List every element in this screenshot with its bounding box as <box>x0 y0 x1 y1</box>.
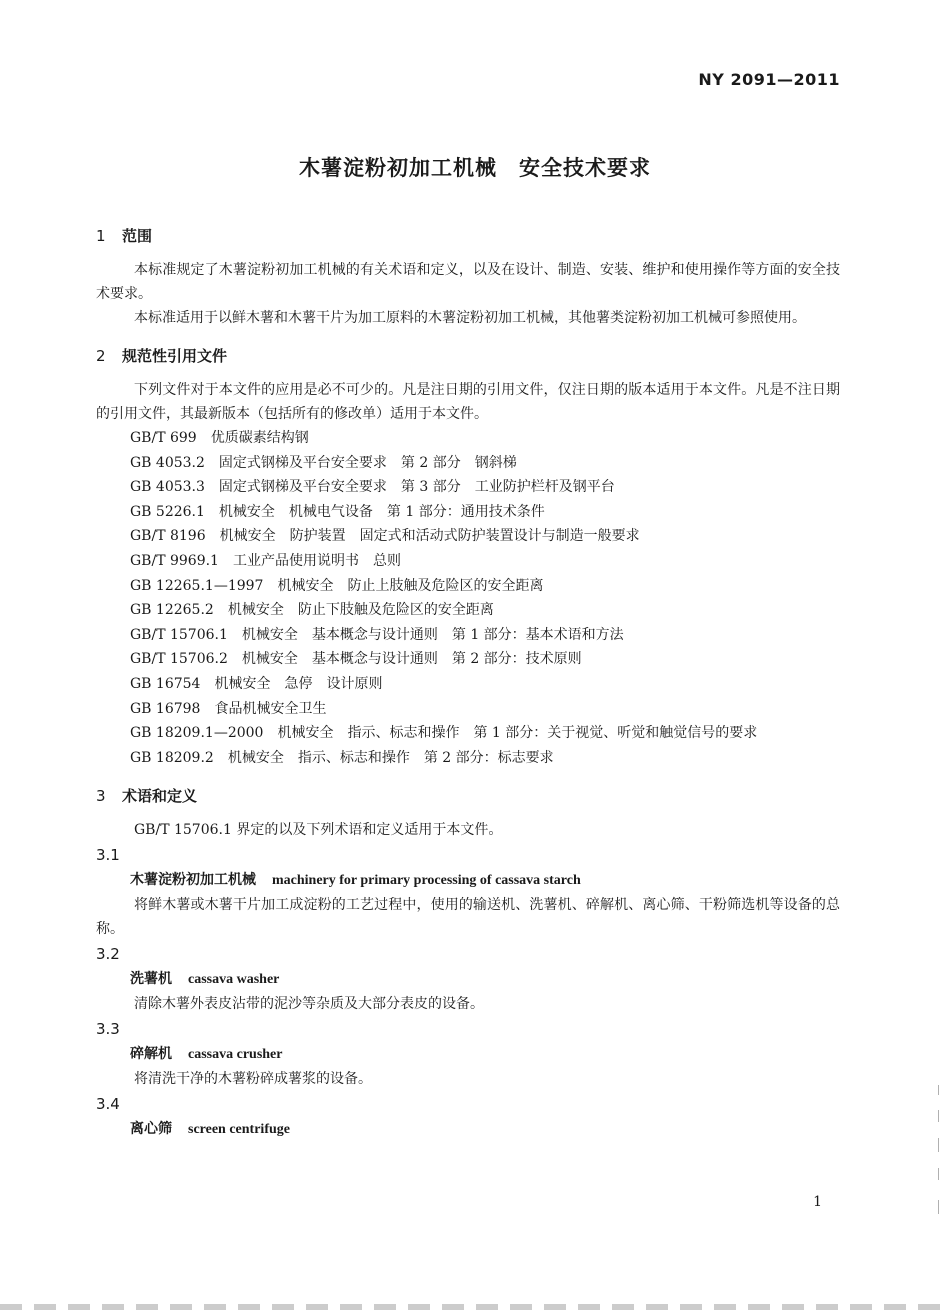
paragraph: 本标准适用于以鲜木薯和木薯干片为加工原料的木薯淀粉初加工机械，其他薯类淀粉初加工机械可参照使用。 <box>134 310 806 326</box>
reference-title: 机械安全 指示、标志和操作 第 1 部分：关于视觉、听觉和触觉信号的要求 <box>277 725 758 742</box>
reference-code: GB 5226.1 <box>130 503 205 520</box>
paragraph: 本标准规定了木薯淀粉初加工机械的有关术语和定义，以及在设计、制造、安装、维护和使用操作等方面的安全技术要求。 <box>96 262 840 302</box>
term-en: machinery for primary processing of cassava starch <box>272 873 581 889</box>
paragraph: GB/T 15706.1 界定的以及下列术语和定义适用于本文件。 <box>134 822 503 839</box>
reference-title: 工业产品使用说明书 总则 <box>232 552 401 569</box>
term-en: cassava crusher <box>188 1047 283 1063</box>
reference-title: 食品机械安全卫生 <box>214 700 327 717</box>
scan-edge-mark <box>938 1168 939 1180</box>
section-title: 术语和定义 <box>122 787 198 806</box>
reference-item <box>96 672 840 697</box>
normative-references-list <box>96 426 840 770</box>
page-number: 1 <box>813 1194 822 1210</box>
scan-edge-mark <box>938 1138 939 1152</box>
reference-title: 固定式钢梯及平台安全要求 第 3 部分 工业防护栏杆及钢平台 <box>218 479 615 496</box>
reference-item <box>96 500 840 525</box>
reference-code: GB 16798 <box>130 700 201 717</box>
section-3-heading <box>96 784 840 808</box>
section-number: 2 <box>96 347 106 365</box>
standard-number: NY 2091—2011 <box>698 70 840 89</box>
reference-title: 机械安全 急停 设计原则 <box>214 675 383 692</box>
reference-title: 固定式钢梯及平台安全要求 第 2 部分 钢斜梯 <box>218 454 517 471</box>
reference-title: 机械安全 基本概念与设计通则 第 2 部分：技术原则 <box>241 651 582 668</box>
term-zh: 碎解机 <box>130 1046 172 1063</box>
term-zh: 洗薯机 <box>130 971 172 988</box>
section-1-heading <box>96 224 840 248</box>
section-title: 规范性引用文件 <box>122 347 228 365</box>
reference-code: GB 18209.1—2000 <box>130 725 264 742</box>
term-definition: 将鲜木薯或木薯干片加工成淀粉的工艺过程中，使用的输送机、洗薯机、碎解机、离心筛、干粉筛选机等设备的总称。 <box>96 897 840 938</box>
term-entry <box>96 1091 840 1142</box>
scan-edge-mark <box>938 1110 939 1122</box>
reference-item <box>96 697 840 722</box>
reference-code: GB/T 15706.2 <box>130 651 228 668</box>
reference-code: GB/T 8196 <box>130 528 206 545</box>
term-entry <box>96 941 840 1016</box>
term-en: screen centrifuge <box>188 1122 290 1138</box>
term-number: 3.4 <box>96 1095 120 1114</box>
document-title: 木薯淀粉初加工机械 安全技术要求 <box>299 156 651 180</box>
reference-item <box>96 574 840 599</box>
reference-code: GB/T 15706.1 <box>130 626 228 643</box>
reference-item <box>96 426 840 451</box>
term-heading <box>96 1042 840 1067</box>
term-definition: 将清洗干净的木薯粉碎成薯浆的设备。 <box>134 1071 372 1088</box>
term-number: 3.1 <box>96 846 120 865</box>
reference-code: GB 4053.3 <box>130 479 205 496</box>
paragraph: 下列文件对于本文件的应用是必不可少的。凡是注日期的引用文件，仅注日期的版本适用于本文件。凡是不注日期的引用文件，其最新版本（包括所有的修改单）适用于本文件。 <box>96 382 840 422</box>
document-body <box>96 224 840 1142</box>
reference-title: 机械安全 基本概念与设计通则 第 1 部分：基本术语和方法 <box>241 626 624 643</box>
reference-title: 机械安全 防护装置 固定式和活动式防护装置设计与制造一般要求 <box>219 528 640 545</box>
reference-title: 机械安全 指示、标志和操作 第 2 部分：标志要求 <box>227 749 554 766</box>
reference-code: GB 4053.2 <box>130 454 205 471</box>
term-heading <box>96 967 840 992</box>
reference-item <box>96 475 840 500</box>
reference-title: 优质碳素结构钢 <box>210 430 309 446</box>
term-entry <box>96 842 840 941</box>
section-number: 3 <box>96 787 106 806</box>
reference-code: GB 12265.2 <box>130 602 214 619</box>
reference-code: GB 18209.2 <box>130 749 214 766</box>
section-number: 1 <box>96 227 106 245</box>
reference-code: GB/T 9969.1 <box>130 552 219 569</box>
section-2-heading <box>96 344 840 368</box>
term-number: 3.2 <box>96 945 120 964</box>
reference-item <box>96 721 840 746</box>
reference-title: 机械安全 防止上肢触及危险区的安全距离 <box>277 577 544 594</box>
term-zh: 离心筛 <box>130 1121 172 1138</box>
reference-item <box>96 623 840 648</box>
reference-item <box>96 647 840 672</box>
reference-item <box>96 524 840 549</box>
reference-title: 机械安全 机械电气设备 第 1 部分：通用技术条件 <box>218 503 545 520</box>
reference-code: GB 12265.1—1997 <box>130 577 264 594</box>
term-definition: 清除木薯外表皮沾带的泥沙等杂质及大部分表皮的设备。 <box>134 996 484 1013</box>
reference-code: GB/T 699 <box>130 430 197 446</box>
reference-item <box>96 549 840 574</box>
reference-title: 机械安全 防止下肢触及危险区的安全距离 <box>227 602 494 619</box>
reference-code: GB 16754 <box>130 675 201 692</box>
term-entry <box>96 1016 840 1091</box>
reference-item <box>96 598 840 623</box>
term-en: cassava washer <box>188 972 280 988</box>
section-title: 范围 <box>122 227 153 245</box>
term-number: 3.3 <box>96 1020 120 1039</box>
term-heading <box>96 1117 840 1142</box>
reference-item <box>96 451 840 476</box>
scan-bottom-edge <box>0 1304 950 1310</box>
reference-item <box>96 746 840 771</box>
scan-edge-mark <box>938 1200 939 1214</box>
term-zh: 木薯淀粉初加工机械 <box>130 872 256 889</box>
term-heading <box>96 868 840 893</box>
scan-edge-mark <box>938 1085 939 1095</box>
